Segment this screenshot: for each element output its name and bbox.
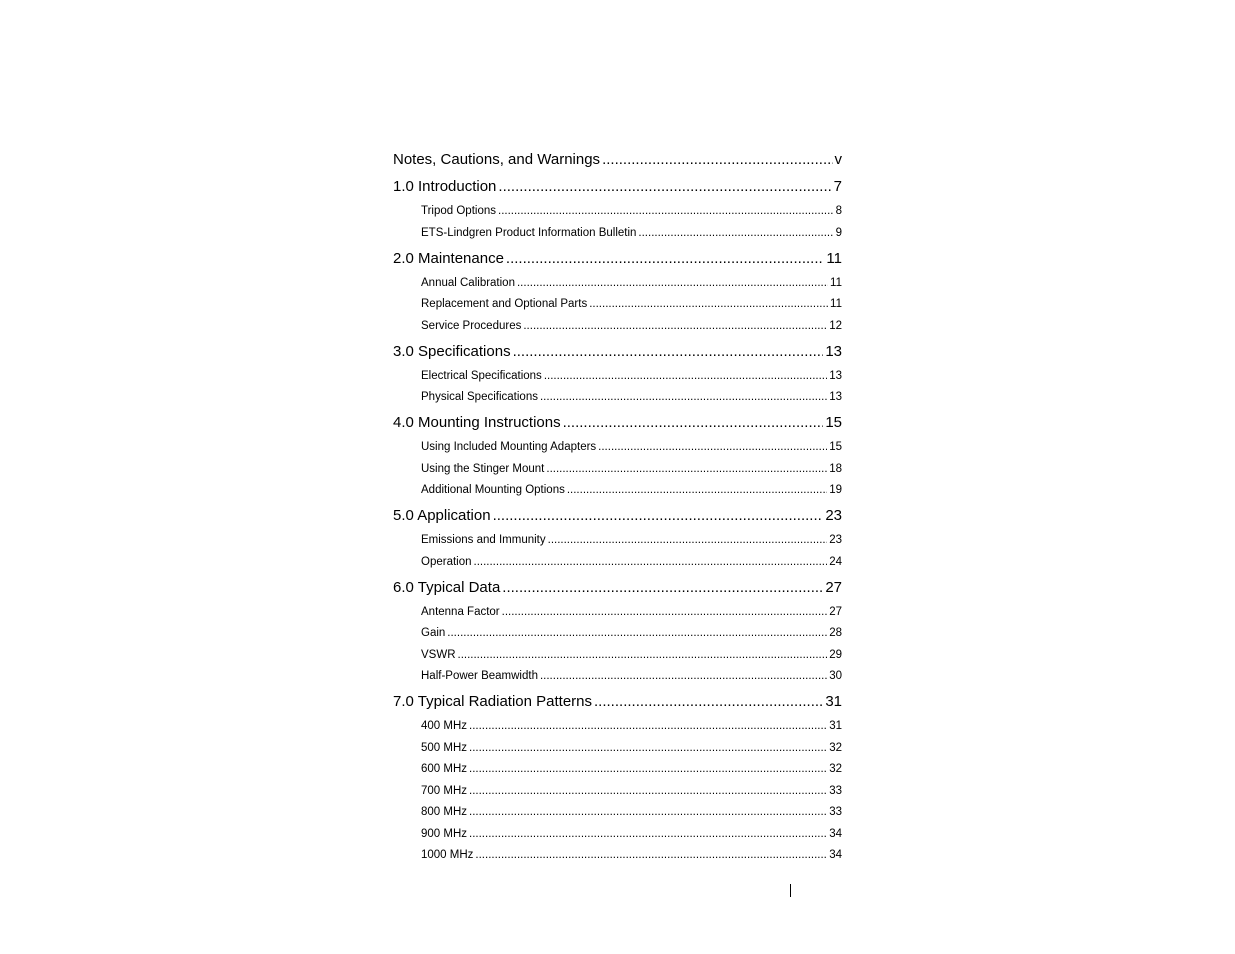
toc-entry-title: 6.0 Typical Data <box>393 578 501 596</box>
toc-section-entry[interactable] <box>393 481 842 499</box>
toc-entry-title: 500 MHz <box>421 741 468 754</box>
toc-entry-page-number: 15 <box>825 414 842 431</box>
toc-section-entry[interactable] <box>393 603 842 621</box>
toc-entry-page-number: 24 <box>829 555 842 568</box>
toc-entry-page-number: 34 <box>829 827 842 840</box>
toc-section-entry[interactable] <box>393 624 842 642</box>
toc-dot-leader <box>502 578 823 598</box>
toc-section-entry[interactable] <box>393 367 842 385</box>
toc-section-entry[interactable] <box>393 782 842 800</box>
toc-entry-page-number: 28 <box>829 627 842 639</box>
toc-dot-leader <box>544 367 827 385</box>
toc-dot-leader <box>469 825 827 843</box>
toc-dot-leader <box>567 481 827 499</box>
toc-entry-page-number: v <box>834 151 842 168</box>
toc-dot-leader <box>546 460 827 478</box>
toc-chapter-entry[interactable] <box>393 692 842 712</box>
toc-entry-title: Gain <box>421 627 446 639</box>
toc-entry-title: Electrical Specifications <box>421 369 542 382</box>
toc-chapter-entry[interactable] <box>393 578 842 598</box>
toc-section-entry[interactable] <box>393 553 842 571</box>
toc-dot-leader <box>469 803 827 821</box>
toc-entry-page-number: 11 <box>830 298 842 310</box>
toc-entry-page-number: 27 <box>825 578 842 596</box>
toc-section-entry[interactable] <box>393 846 842 864</box>
toc-entry-title: 2.0 Maintenance <box>393 249 504 267</box>
toc-entry-title: Using Included Mounting Adapters <box>421 441 597 453</box>
toc-entry-title: Replacement and Optional Parts <box>421 298 588 310</box>
toc-entry-page-number: 19 <box>829 484 842 496</box>
toc-section-entry[interactable] <box>393 531 842 549</box>
toc-section-entry[interactable] <box>393 739 842 757</box>
toc-section-entry[interactable] <box>393 317 842 335</box>
toc-entry-page-number: 27 <box>829 605 842 618</box>
toc-entry-title: Operation <box>421 555 472 568</box>
toc-chapter-entry[interactable] <box>393 177 842 197</box>
toc-entry-page-number: 13 <box>829 391 842 403</box>
toc-dot-leader <box>602 150 832 170</box>
toc-dot-leader <box>458 646 828 664</box>
toc-entry-title: Annual Calibration <box>421 276 515 289</box>
toc-dot-leader <box>498 202 834 220</box>
toc-dot-leader <box>523 317 827 335</box>
page-number-separator <box>790 884 791 897</box>
toc-section-entry[interactable] <box>393 717 842 735</box>
table-of-contents <box>393 148 842 864</box>
toc-dot-leader <box>447 624 827 642</box>
toc-dot-leader <box>638 224 833 242</box>
toc-entry-page-number: 31 <box>825 693 842 710</box>
toc-entry-page-number: 23 <box>829 534 842 546</box>
toc-section-entry[interactable] <box>393 646 842 664</box>
toc-entry-title: 900 MHz <box>421 827 468 840</box>
toc-entry-page-number: 31 <box>829 720 842 732</box>
toc-section-entry[interactable] <box>393 274 842 292</box>
toc-entry-title: Notes, Cautions, and Warnings <box>393 151 601 168</box>
toc-chapter-entry[interactable] <box>393 342 842 362</box>
toc-entry-title: 1000 MHz <box>421 849 474 861</box>
toc-section-entry[interactable] <box>393 803 842 821</box>
toc-section-entry[interactable] <box>393 438 842 456</box>
toc-entry-page-number: 33 <box>829 784 842 797</box>
toc-entry-title: Emissions and Immunity <box>421 534 546 546</box>
toc-chapter-entry[interactable] <box>393 150 842 170</box>
toc-entry-title: Additional Mounting Options <box>421 484 565 496</box>
toc-entry-page-number: 18 <box>829 462 842 475</box>
toc-dot-leader <box>502 603 828 621</box>
toc-entry-title: 7.0 Typical Radiation Patterns <box>393 693 593 710</box>
toc-entry-title: 1.0 Introduction <box>393 178 497 195</box>
toc-entry-title: 800 MHz <box>421 806 468 818</box>
toc-entry-title: Physical Specifications <box>421 391 538 403</box>
toc-dot-leader <box>540 388 827 406</box>
toc-dot-leader <box>506 249 825 269</box>
toc-dot-leader <box>469 739 827 757</box>
toc-entry-title: Antenna Factor <box>421 605 500 618</box>
toc-entry-page-number: 13 <box>825 342 842 360</box>
toc-dot-leader <box>540 667 827 685</box>
toc-chapter-entry[interactable] <box>393 249 842 269</box>
toc-entry-page-number: 32 <box>829 741 842 754</box>
toc-dot-leader <box>469 760 827 778</box>
toc-dot-leader <box>469 782 827 800</box>
toc-entry-title: 400 MHz <box>421 720 468 732</box>
toc-entry-page-number: 8 <box>835 205 842 217</box>
toc-entry-title: 700 MHz <box>421 784 468 797</box>
toc-dot-leader <box>517 274 828 292</box>
toc-entry-title: 5.0 Application <box>393 507 491 524</box>
toc-dot-leader <box>563 413 824 433</box>
toc-entry-title: Tripod Options <box>421 205 496 217</box>
toc-entry-title: VSWR <box>421 648 456 661</box>
toc-section-entry[interactable] <box>393 760 842 778</box>
toc-dot-leader <box>598 438 827 456</box>
toc-dot-leader <box>474 553 828 571</box>
toc-entry-page-number: 33 <box>829 806 842 818</box>
toc-section-entry[interactable] <box>393 202 842 220</box>
toc-entry-page-number: 15 <box>829 441 842 453</box>
toc-section-entry[interactable] <box>393 388 842 406</box>
toc-dot-leader <box>548 531 828 549</box>
toc-dot-leader <box>594 692 823 712</box>
toc-entry-page-number: 13 <box>829 369 842 382</box>
toc-section-entry[interactable] <box>393 224 842 242</box>
toc-dot-leader <box>498 177 831 197</box>
toc-entry-title: Using the Stinger Mount <box>421 462 545 475</box>
toc-entry-page-number: 23 <box>825 507 842 524</box>
toc-chapter-entry[interactable] <box>393 506 842 526</box>
toc-entry-page-number: 7 <box>833 178 842 195</box>
toc-entry-page-number: 34 <box>829 849 842 861</box>
toc-entry-page-number: 12 <box>829 319 842 332</box>
toc-entry-title: 3.0 Specifications <box>393 342 511 360</box>
toc-dot-leader <box>513 342 824 362</box>
toc-dot-leader <box>493 506 824 526</box>
toc-dot-leader <box>469 717 827 735</box>
toc-entry-title: 4.0 Mounting Instructions <box>393 414 561 431</box>
toc-section-entry[interactable] <box>393 460 842 478</box>
toc-entry-title: ETS-Lindgren Product Information Bulletin <box>421 226 637 239</box>
toc-chapter-entry[interactable] <box>393 413 842 433</box>
toc-dot-leader <box>589 295 828 313</box>
toc-entry-title: 600 MHz <box>421 763 468 775</box>
toc-section-entry[interactable] <box>393 667 842 685</box>
toc-entry-page-number: 29 <box>829 648 842 661</box>
toc-section-entry[interactable] <box>393 825 842 843</box>
toc-entry-page-number: 11 <box>826 249 842 267</box>
toc-entry-page-number: 9 <box>835 226 842 239</box>
toc-entry-title: Half-Power Beamwidth <box>421 670 538 682</box>
toc-entry-page-number: 30 <box>829 670 842 682</box>
toc-entry-page-number: 11 <box>830 276 842 289</box>
toc-section-entry[interactable] <box>393 295 842 313</box>
toc-entry-page-number: 32 <box>829 763 842 775</box>
toc-entry-title: Service Procedures <box>421 319 522 332</box>
toc-dot-leader <box>475 846 827 864</box>
